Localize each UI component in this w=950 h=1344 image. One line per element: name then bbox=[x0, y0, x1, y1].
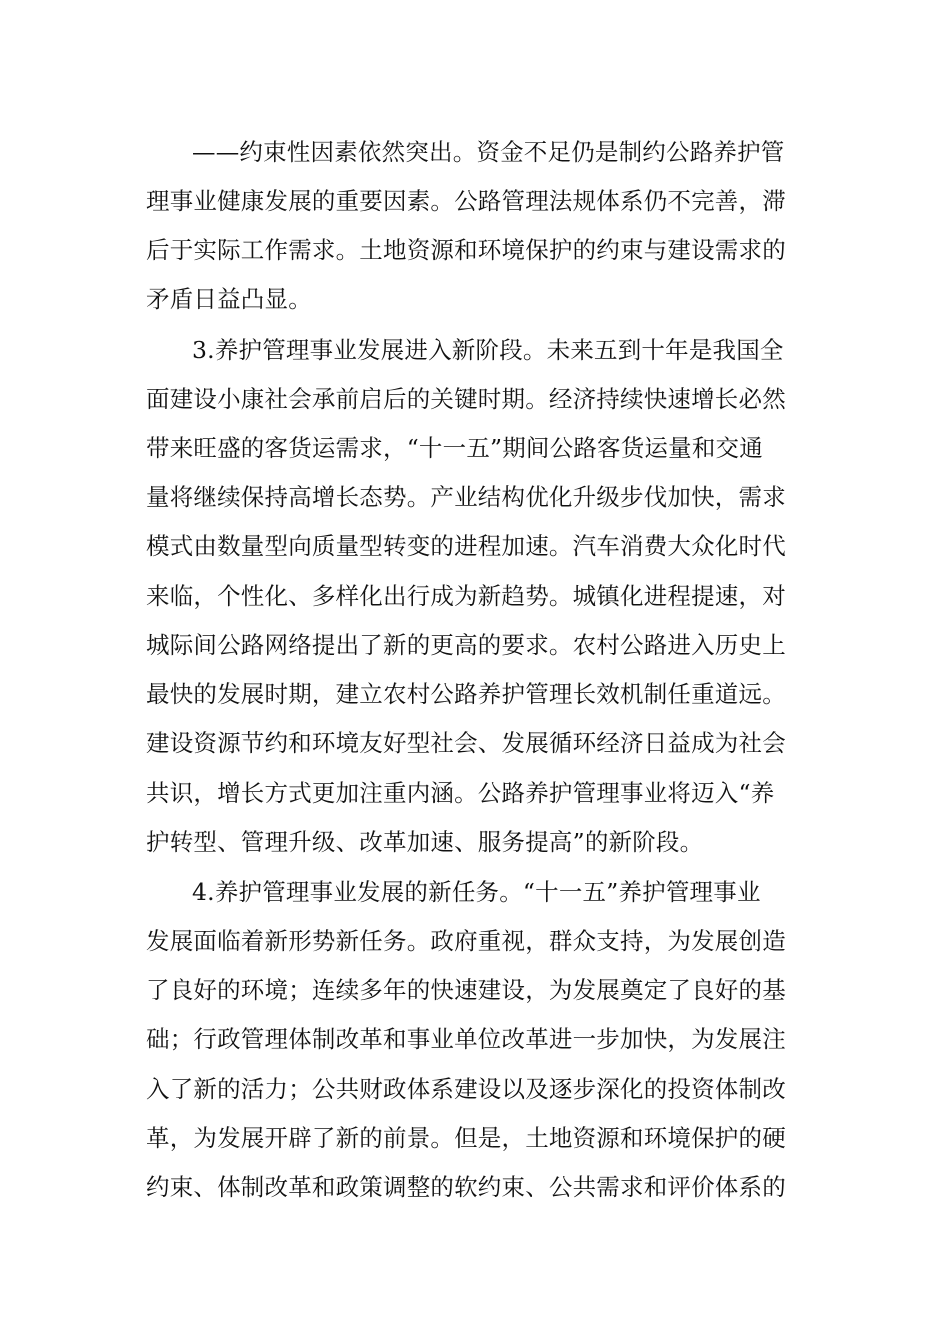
paragraph-line-16: 4.养护管理事业发展的新任务。“十一五”养护管理事业 bbox=[192, 878, 761, 906]
paragraph-line-11: 城际间公路网络提出了新的更高的要求。农村公路进入历史上 bbox=[146, 631, 786, 659]
paragraph-line-15: 护转型、管理升级、改革加速、服务提高”的新阶段。 bbox=[146, 828, 704, 856]
paragraph-line-12: 最快的发展时期，建立农村公路养护管理长效机制任重道远。 bbox=[146, 680, 786, 708]
paragraph-line-5: 3.养护管理事业发展进入新阶段。未来五到十年是我国全 bbox=[192, 336, 784, 364]
paragraph-line-22: 约束、体制改革和政策调整的软约束、公共需求和评价体系的 bbox=[146, 1173, 786, 1201]
paragraph-line-18: 了良好的环境；连续多年的快速建设，为发展奠定了良好的基 bbox=[146, 976, 786, 1004]
paragraph-line-8: 量将继续保持高增长态势。产业结构优化升级步伐加快，需求 bbox=[146, 483, 786, 511]
paragraph-line-4: 矛盾日益凸显。 bbox=[146, 285, 312, 313]
paragraph-line-21: 革，为发展开辟了新的前景。但是，土地资源和环境保护的硬 bbox=[146, 1124, 786, 1152]
paragraph-line-14: 共识，增长方式更加注重内涵。公路养护管理事业将迈入“养 bbox=[146, 779, 775, 807]
paragraph-line-20: 入了新的活力；公共财政体系建设以及逐步深化的投资体制改 bbox=[146, 1075, 786, 1103]
paragraph-line-6: 面建设小康社会承前启后的关键时期。经济持续快速增长必然 bbox=[146, 385, 786, 413]
paragraph-line-9: 模式由数量型向质量型转变的进程加速。汽车消费大众化时代 bbox=[146, 532, 786, 560]
paragraph-line-3: 后于实际工作需求。土地资源和环境保护的约束与建设需求的 bbox=[146, 236, 786, 264]
paragraph-line-2: 理事业健康发展的重要因素。公路管理法规体系仍不完善，滞 bbox=[146, 187, 786, 215]
paragraph-line-19: 础；行政管理体制改革和事业单位改革进一步加快，为发展注 bbox=[146, 1025, 786, 1053]
paragraph-line-10: 来临，个性化、多样化出行成为新趋势。城镇化进程提速，对 bbox=[146, 582, 786, 610]
paragraph-line-17: 发展面临着新形势新任务。政府重视，群众支持，为发展创造 bbox=[146, 927, 786, 955]
paragraph-line-1: ——约束性因素依然突出。资金不足仍是制约公路养护管 bbox=[192, 138, 785, 166]
paragraph-line-13: 建设资源节约和环境友好型社会、发展循环经济日益成为社会 bbox=[146, 729, 786, 757]
paragraph-line-7: 带来旺盛的客货运需求，“十一五”期间公路客货运量和交通 bbox=[146, 434, 763, 462]
